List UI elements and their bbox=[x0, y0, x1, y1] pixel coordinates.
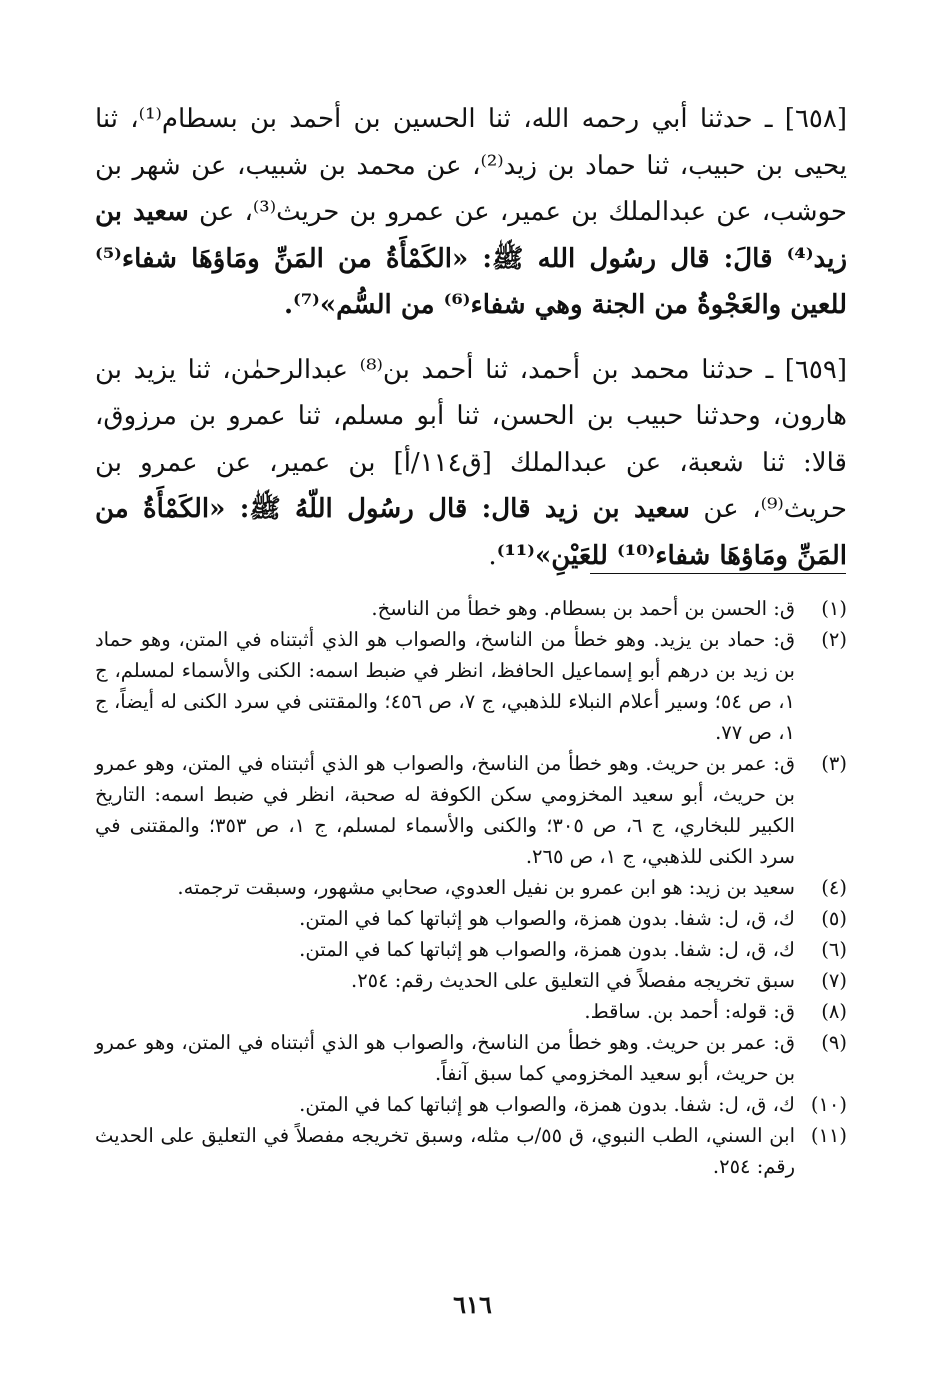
footnote bbox=[95, 1027, 847, 1089]
footnote-text: سعيد بن زيد: هو ابن عمرو بن نفيل العدوي، صحابي مشهور، وسبقت ترجمته. bbox=[177, 876, 795, 899]
footnote bbox=[95, 748, 847, 872]
footnote-text: ك، ق، ل: شفا. بدون همزة، والصواب هو إثباتها كما في المتن. bbox=[299, 1093, 795, 1116]
footnote bbox=[95, 965, 847, 996]
footnote bbox=[95, 1120, 847, 1182]
footnote-number: (٤) bbox=[821, 876, 847, 899]
footnote bbox=[95, 903, 847, 934]
hadith-659 bbox=[95, 347, 847, 580]
footnote bbox=[95, 934, 847, 965]
footnote-number: (٢) bbox=[821, 628, 847, 651]
hadith-matn: سعيد بن زيد قال: قال رسُول اللّهُ ﷺ: «الكَمْأَةُ من المَنِّ ومَاؤهَا شفاء⁽¹⁰⁾ للعَيْنِ»⁽¹¹⁾ bbox=[95, 494, 847, 571]
footnote-separator bbox=[590, 573, 846, 574]
footnote-number: (١٠) bbox=[810, 1093, 847, 1116]
hadith-number: [٦٥٩] bbox=[784, 354, 847, 385]
footnote-text: ابن السني، الطب النبوي، ق ٥٥/ب مثله، وسبق تخريجه مفصلاً في التعليق على الحديث رقم: ٢٥٤. bbox=[95, 1124, 795, 1178]
footnote-text: سبق تخريجه مفصلاً في التعليق على الحديث رقم: ٢٥٤. bbox=[350, 969, 795, 992]
footnote-number: (٥) bbox=[821, 907, 847, 930]
footnote-number: (١١) bbox=[810, 1124, 847, 1147]
footnote-text: ك، ق، ل: شفا. بدون همزة، والصواب هو إثباتها كما في المتن. bbox=[299, 907, 795, 930]
footnote-number: (٩) bbox=[821, 1031, 847, 1054]
hadith-matn: سعيد بن زيد⁽⁴⁾ قالَ: قال رسُول الله ﷺ: «الكَمْأَةُ من المَنِّ ومَاؤهَا شفاء⁽⁵⁾ للعين والعَجْوةُ من الجنة وهي شفاء⁽⁶⁾ من السُّم»⁽⁷⁾. bbox=[95, 197, 847, 320]
footnote-number: (٣) bbox=[821, 752, 847, 775]
footnote-text: ق: قوله: أحمد بن. ساقط. bbox=[584, 1000, 795, 1023]
footnote-number: (٧) bbox=[821, 969, 847, 992]
footnote-number: (١) bbox=[821, 597, 847, 620]
footnote-text: ق: عمر بن حريث. وهو خطأ من الناسخ، والصواب هو الذي أثبتناه في المتن، وهو عمرو بن حريث، أبو سعيد المخزومي سكن الكوفة له صحبة، انظر في ضبط اسمه: التاريخ الكبير للبخاري، ج ٦، ص ٣٠٥؛ والكنى والأسماء لمسلم، ج ١، ص ٣٥٣؛ والمقتنى في سرد الكنى للذهبي، ج ١، ص ٢٦٥. bbox=[95, 752, 795, 868]
footnote bbox=[95, 872, 847, 903]
footnotes bbox=[95, 593, 847, 1182]
hadith-658 bbox=[95, 96, 847, 329]
footnote-text: ق: حماد بن يزيد. وهو خطأ من الناسخ، والصواب هو الذي أثبتناه في المتن، وهو حماد بن زيد بن درهم أبو إسماعيل الحافظ، انظر في ضبط اسمه: الكنى والأسماء لمسلم، ج ١، ص ٥٤؛ وسير أعلام النبلاء للذهبي، ج ٧، ص ٤٥٦؛ والمقتنى في سرد الكنى له أيضاً، ج ١، ص ٧٧. bbox=[95, 628, 795, 744]
footnote-text: ك، ق، ل: شفا. بدون همزة، والصواب هو إثباتها كما في المتن. bbox=[299, 938, 795, 961]
hadith-number: [٦٥٨] bbox=[784, 104, 848, 134]
footnote bbox=[95, 624, 847, 748]
footnote-number: (٨) bbox=[821, 1000, 847, 1023]
footnote-number: (٦) bbox=[821, 938, 847, 961]
hadith-chain: ـ حدثنا أبي رحمه الله، ثنا الحسين بن أحمد بن بسطام⁽¹⁾، ثنا يحيى بن حبيب، ثنا حماد بن زيد⁽²⁾، عن محمد بن شبيب، عن شهر بن حوشب، عن عبدالملك بن عمير، عن عمرو بن حريث⁽³⁾، عن bbox=[95, 104, 847, 227]
footnote bbox=[95, 1089, 847, 1120]
footnote-text: ق: الحسن بن أحمد بن بسطام. وهو خطأ من الناسخ. bbox=[371, 597, 795, 620]
main-text bbox=[95, 96, 847, 579]
footnote bbox=[95, 996, 847, 1027]
hadith-chain: ـ حدثنا محمد بن أحمد، ثنا أحمد بن⁽⁸⁾ عبدالرحمٰن، ثنا يزيد بن هارون، وحدثنا حبيب بن الحسن، ثنا أبو مسلم، ثنا عمرو بن مرزوق، قالا: ثنا شعبة، عن عبدالملك [ق١١٤/أ] بن عمير، عن عمرو بن حريث⁽⁹⁾، عن bbox=[95, 354, 847, 524]
footnote bbox=[95, 593, 847, 624]
hadith-tail: . bbox=[488, 540, 497, 571]
footnote-text: ق: عمر بن حريث. وهو خطأ من الناسخ، والصواب هو الذي أثبتناه في المتن، وهو عمرو بن حريث، أبو سعيد المخزومي كما سبق آنفاً. bbox=[95, 1031, 795, 1085]
page-number: ٦١٦ bbox=[453, 1290, 492, 1319]
